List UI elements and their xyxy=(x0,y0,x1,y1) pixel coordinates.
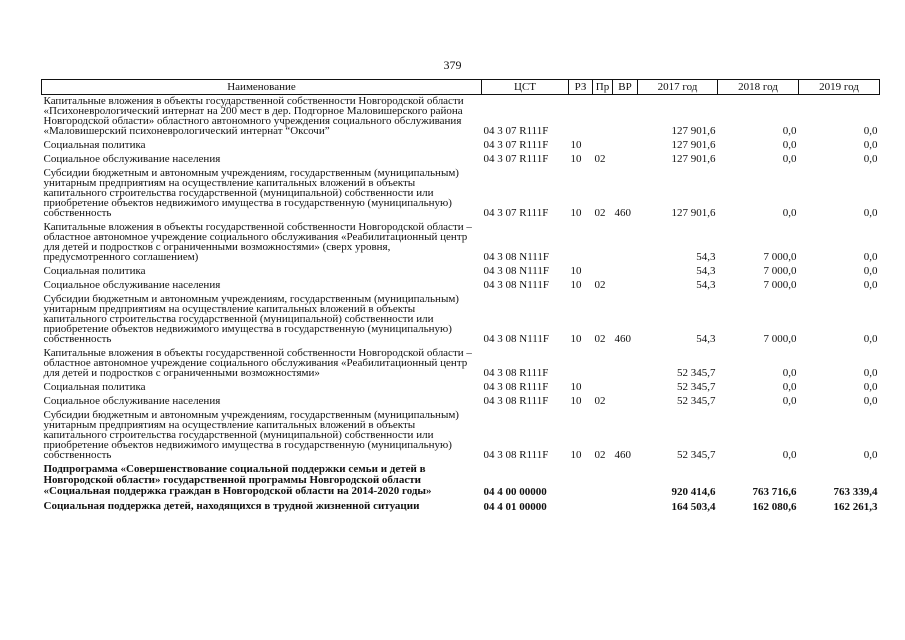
row-cst: 04 3 07 R111F xyxy=(483,207,549,219)
table-row xyxy=(42,347,880,381)
row-rz: 10 xyxy=(570,207,582,219)
row-rz: 10 xyxy=(570,265,582,277)
row-rz xyxy=(569,463,593,500)
row-vr xyxy=(613,265,638,279)
table-row xyxy=(42,139,880,153)
table-row xyxy=(42,265,880,279)
row-name: Социальная поддержка детей, находящихся в трудной жизненной ситуации xyxy=(43,500,420,512)
row-value-2017: 54,3 xyxy=(696,279,716,291)
row-pr xyxy=(593,347,613,381)
row-value-2019: 0,0 xyxy=(863,381,878,393)
row-cst: 04 3 08 N111F xyxy=(483,279,549,291)
row-rz: 10 xyxy=(570,279,582,291)
row-value-2017: 920 414,6 xyxy=(671,486,716,498)
row-value-2017: 127 901,6 xyxy=(671,139,716,151)
table-row xyxy=(42,221,880,265)
row-value-2019: 0,0 xyxy=(863,265,878,277)
row-value-2018: 7 000,0 xyxy=(763,251,797,263)
row-name: Капитальные вложения в объекты государственной собственности Новгородской области «Психоневрологический интернат на 200 мест в дер. Подгорное Маловишерского района Новгородской области» областного автономного учреждения социального обслуживания «Маловишерский психоневрологический интернат “Оксочи” xyxy=(43,95,464,137)
row-rz: 10 xyxy=(570,449,582,461)
row-value-2019: 0,0 xyxy=(863,139,878,151)
table-row xyxy=(42,409,880,463)
row-cst: 04 3 07 R111F xyxy=(483,139,549,151)
row-value-2019: 0,0 xyxy=(863,367,878,379)
page-number: 379 xyxy=(443,58,462,72)
row-value-2019: 0,0 xyxy=(863,449,878,461)
row-value-2019: 0,0 xyxy=(863,251,878,263)
header-cst: ЦСТ xyxy=(482,80,569,95)
row-cst: 04 4 00 00000 xyxy=(483,486,547,498)
table-row xyxy=(42,293,880,347)
row-cst: 04 3 08 N111F xyxy=(483,265,549,277)
row-rz: 10 xyxy=(570,381,582,393)
row-rz: 10 xyxy=(570,395,582,407)
row-value-2019: 0,0 xyxy=(863,395,878,407)
row-cst: 04 3 07 R111F xyxy=(483,153,549,165)
row-value-2019: 0,0 xyxy=(863,279,878,291)
row-vr xyxy=(613,139,638,153)
row-cst: 04 3 08 R111F xyxy=(483,367,549,379)
row-cst: 04 3 08 R111F xyxy=(483,395,549,407)
row-rz xyxy=(569,95,593,140)
row-value-2017: 127 901,6 xyxy=(671,153,716,165)
row-rz xyxy=(569,221,593,265)
row-value-2017: 54,3 xyxy=(696,251,716,263)
row-pr xyxy=(593,500,613,515)
row-value-2019: 763 339,4 xyxy=(833,486,878,498)
row-value-2018: 0,0 xyxy=(782,139,797,151)
row-vr xyxy=(613,279,638,293)
header-2018: 2018 год xyxy=(718,80,799,95)
row-pr xyxy=(593,221,613,265)
row-value-2018: 0,0 xyxy=(782,395,797,407)
row-name: Подпрограмма «Совершенствование социальной поддержки семьи и детей в Новгородской области» государственной программы Новгородской области «Социальная поддержка граждан в Новгородской области на 2014-2020 годы» xyxy=(43,463,432,497)
row-cst: 04 3 08 N111F xyxy=(483,333,549,345)
row-rz: 10 xyxy=(570,153,582,165)
header-rz: РЗ xyxy=(569,80,593,95)
row-value-2018: 0,0 xyxy=(782,449,797,461)
row-value-2018: 162 080,6 xyxy=(752,501,797,513)
row-pr: 02 xyxy=(594,153,606,165)
row-vr xyxy=(613,153,638,167)
row-cst: 04 3 08 R111F xyxy=(483,449,549,461)
row-value-2017: 127 901,6 xyxy=(671,207,716,219)
row-rz xyxy=(569,347,593,381)
row-value-2019: 0,0 xyxy=(863,207,878,219)
row-pr xyxy=(593,381,613,395)
row-cst: 04 4 01 00000 xyxy=(483,501,547,513)
row-pr: 02 xyxy=(594,395,606,407)
header-vr: ВР xyxy=(613,80,638,95)
row-name: Капитальные вложения в объекты государственной собственности Новгородской области – областное автономное учреждение социального обслуживания «Реабилитационный центр для детей и подростков с ограниченными возможностями» (сверх уровня, предусмотренного соглашением) xyxy=(43,221,472,263)
row-value-2018: 7 000,0 xyxy=(763,333,797,345)
row-value-2019: 0,0 xyxy=(863,153,878,165)
row-name: Субсидии бюджетным и автономным учреждениям, государственным (муниципальным) унитарным предприятиям на осуществление капитальных вложений в объекты капитального строительства государственной (муниципальной) собственности или приобретение объектов недвижимого имущества в государственную (муниципальную) собственность xyxy=(43,409,459,461)
budget-table xyxy=(41,79,880,515)
row-value-2018: 7 000,0 xyxy=(763,279,797,291)
table-row xyxy=(42,95,880,140)
row-vr xyxy=(613,463,638,500)
row-pr: 02 xyxy=(594,279,606,291)
row-vr xyxy=(613,95,638,140)
row-pr: 02 xyxy=(594,449,606,461)
row-pr xyxy=(593,463,613,500)
row-value-2017: 127 901,6 xyxy=(671,125,716,137)
table-row xyxy=(42,500,880,515)
table-row xyxy=(42,167,880,221)
row-vr: 460 xyxy=(614,449,631,461)
table-row xyxy=(42,153,880,167)
row-name: Социальная политика xyxy=(43,265,146,277)
row-rz: 10 xyxy=(570,333,582,345)
row-cst: 04 3 08 R111F xyxy=(483,381,549,393)
row-name: Социальное обслуживание населения xyxy=(43,279,221,291)
row-value-2017: 164 503,4 xyxy=(671,501,716,513)
table-row xyxy=(42,395,880,409)
row-value-2018: 7 000,0 xyxy=(763,265,797,277)
row-value-2017: 52 345,7 xyxy=(677,381,716,393)
row-pr xyxy=(593,139,613,153)
row-pr xyxy=(593,95,613,140)
row-value-2018: 0,0 xyxy=(782,381,797,393)
table-row xyxy=(42,279,880,293)
row-vr xyxy=(613,381,638,395)
row-pr xyxy=(593,265,613,279)
row-rz: 10 xyxy=(570,139,582,151)
row-name: Субсидии бюджетным и автономным учреждениям, государственным (муниципальным) унитарным предприятиям на осуществление капитальных вложений в объекты капитального строительства государственной (муниципальной) собственности или приобретение объектов недвижимого имущества в государственную (муниципальную) собственность xyxy=(43,293,459,345)
row-value-2019: 0,0 xyxy=(863,125,878,137)
row-value-2019: 0,0 xyxy=(863,333,878,345)
header-row xyxy=(42,80,880,95)
table-row xyxy=(42,463,880,500)
row-vr xyxy=(613,347,638,381)
row-cst: 04 3 08 N111F xyxy=(483,251,549,263)
row-value-2019: 162 261,3 xyxy=(833,501,878,513)
row-vr xyxy=(613,221,638,265)
row-value-2017: 54,3 xyxy=(696,333,716,345)
row-value-2017: 52 345,7 xyxy=(677,395,716,407)
header-name: Наименование xyxy=(42,80,482,95)
table-header xyxy=(42,80,880,95)
header-pr: Пр xyxy=(593,80,613,95)
row-pr: 02 xyxy=(594,333,606,345)
row-name: Социальная политика xyxy=(43,381,146,393)
row-value-2017: 52 345,7 xyxy=(677,367,716,379)
header-2017: 2017 год xyxy=(638,80,718,95)
row-value-2017: 52 345,7 xyxy=(677,449,716,461)
row-vr: 460 xyxy=(614,333,631,345)
row-value-2017: 54,3 xyxy=(696,265,716,277)
row-name: Социальная политика xyxy=(43,139,146,151)
row-vr: 460 xyxy=(614,207,631,219)
row-value-2018: 0,0 xyxy=(782,207,797,219)
row-name: Капитальные вложения в объекты государственной собственности Новгородской области – областное автономное учреждение социального обслуживания «Реабилитационный центр для детей и подростков с ограниченными возможностями» xyxy=(43,347,472,379)
row-pr: 02 xyxy=(594,207,606,219)
row-cst: 04 3 07 R111F xyxy=(483,125,549,137)
header-2019: 2019 год xyxy=(799,80,880,95)
row-vr xyxy=(613,500,638,515)
row-rz xyxy=(569,500,593,515)
table-row xyxy=(42,381,880,395)
row-value-2018: 763 716,6 xyxy=(752,486,797,498)
row-name: Субсидии бюджетным и автономным учреждениям, государственным (муниципальным) унитарным предприятиям на осуществление капитальных вложений в объекты капитального строительства государственной (муниципальной) собственности или приобретение объектов недвижимого имущества в государственную (муниципальную) собственность xyxy=(43,167,459,219)
table-body xyxy=(42,95,880,516)
row-name: Социальное обслуживание населения xyxy=(43,153,221,165)
row-vr xyxy=(613,395,638,409)
row-value-2018: 0,0 xyxy=(782,367,797,379)
row-value-2018: 0,0 xyxy=(782,125,797,137)
row-value-2018: 0,0 xyxy=(782,153,797,165)
row-name: Социальное обслуживание населения xyxy=(43,395,221,407)
